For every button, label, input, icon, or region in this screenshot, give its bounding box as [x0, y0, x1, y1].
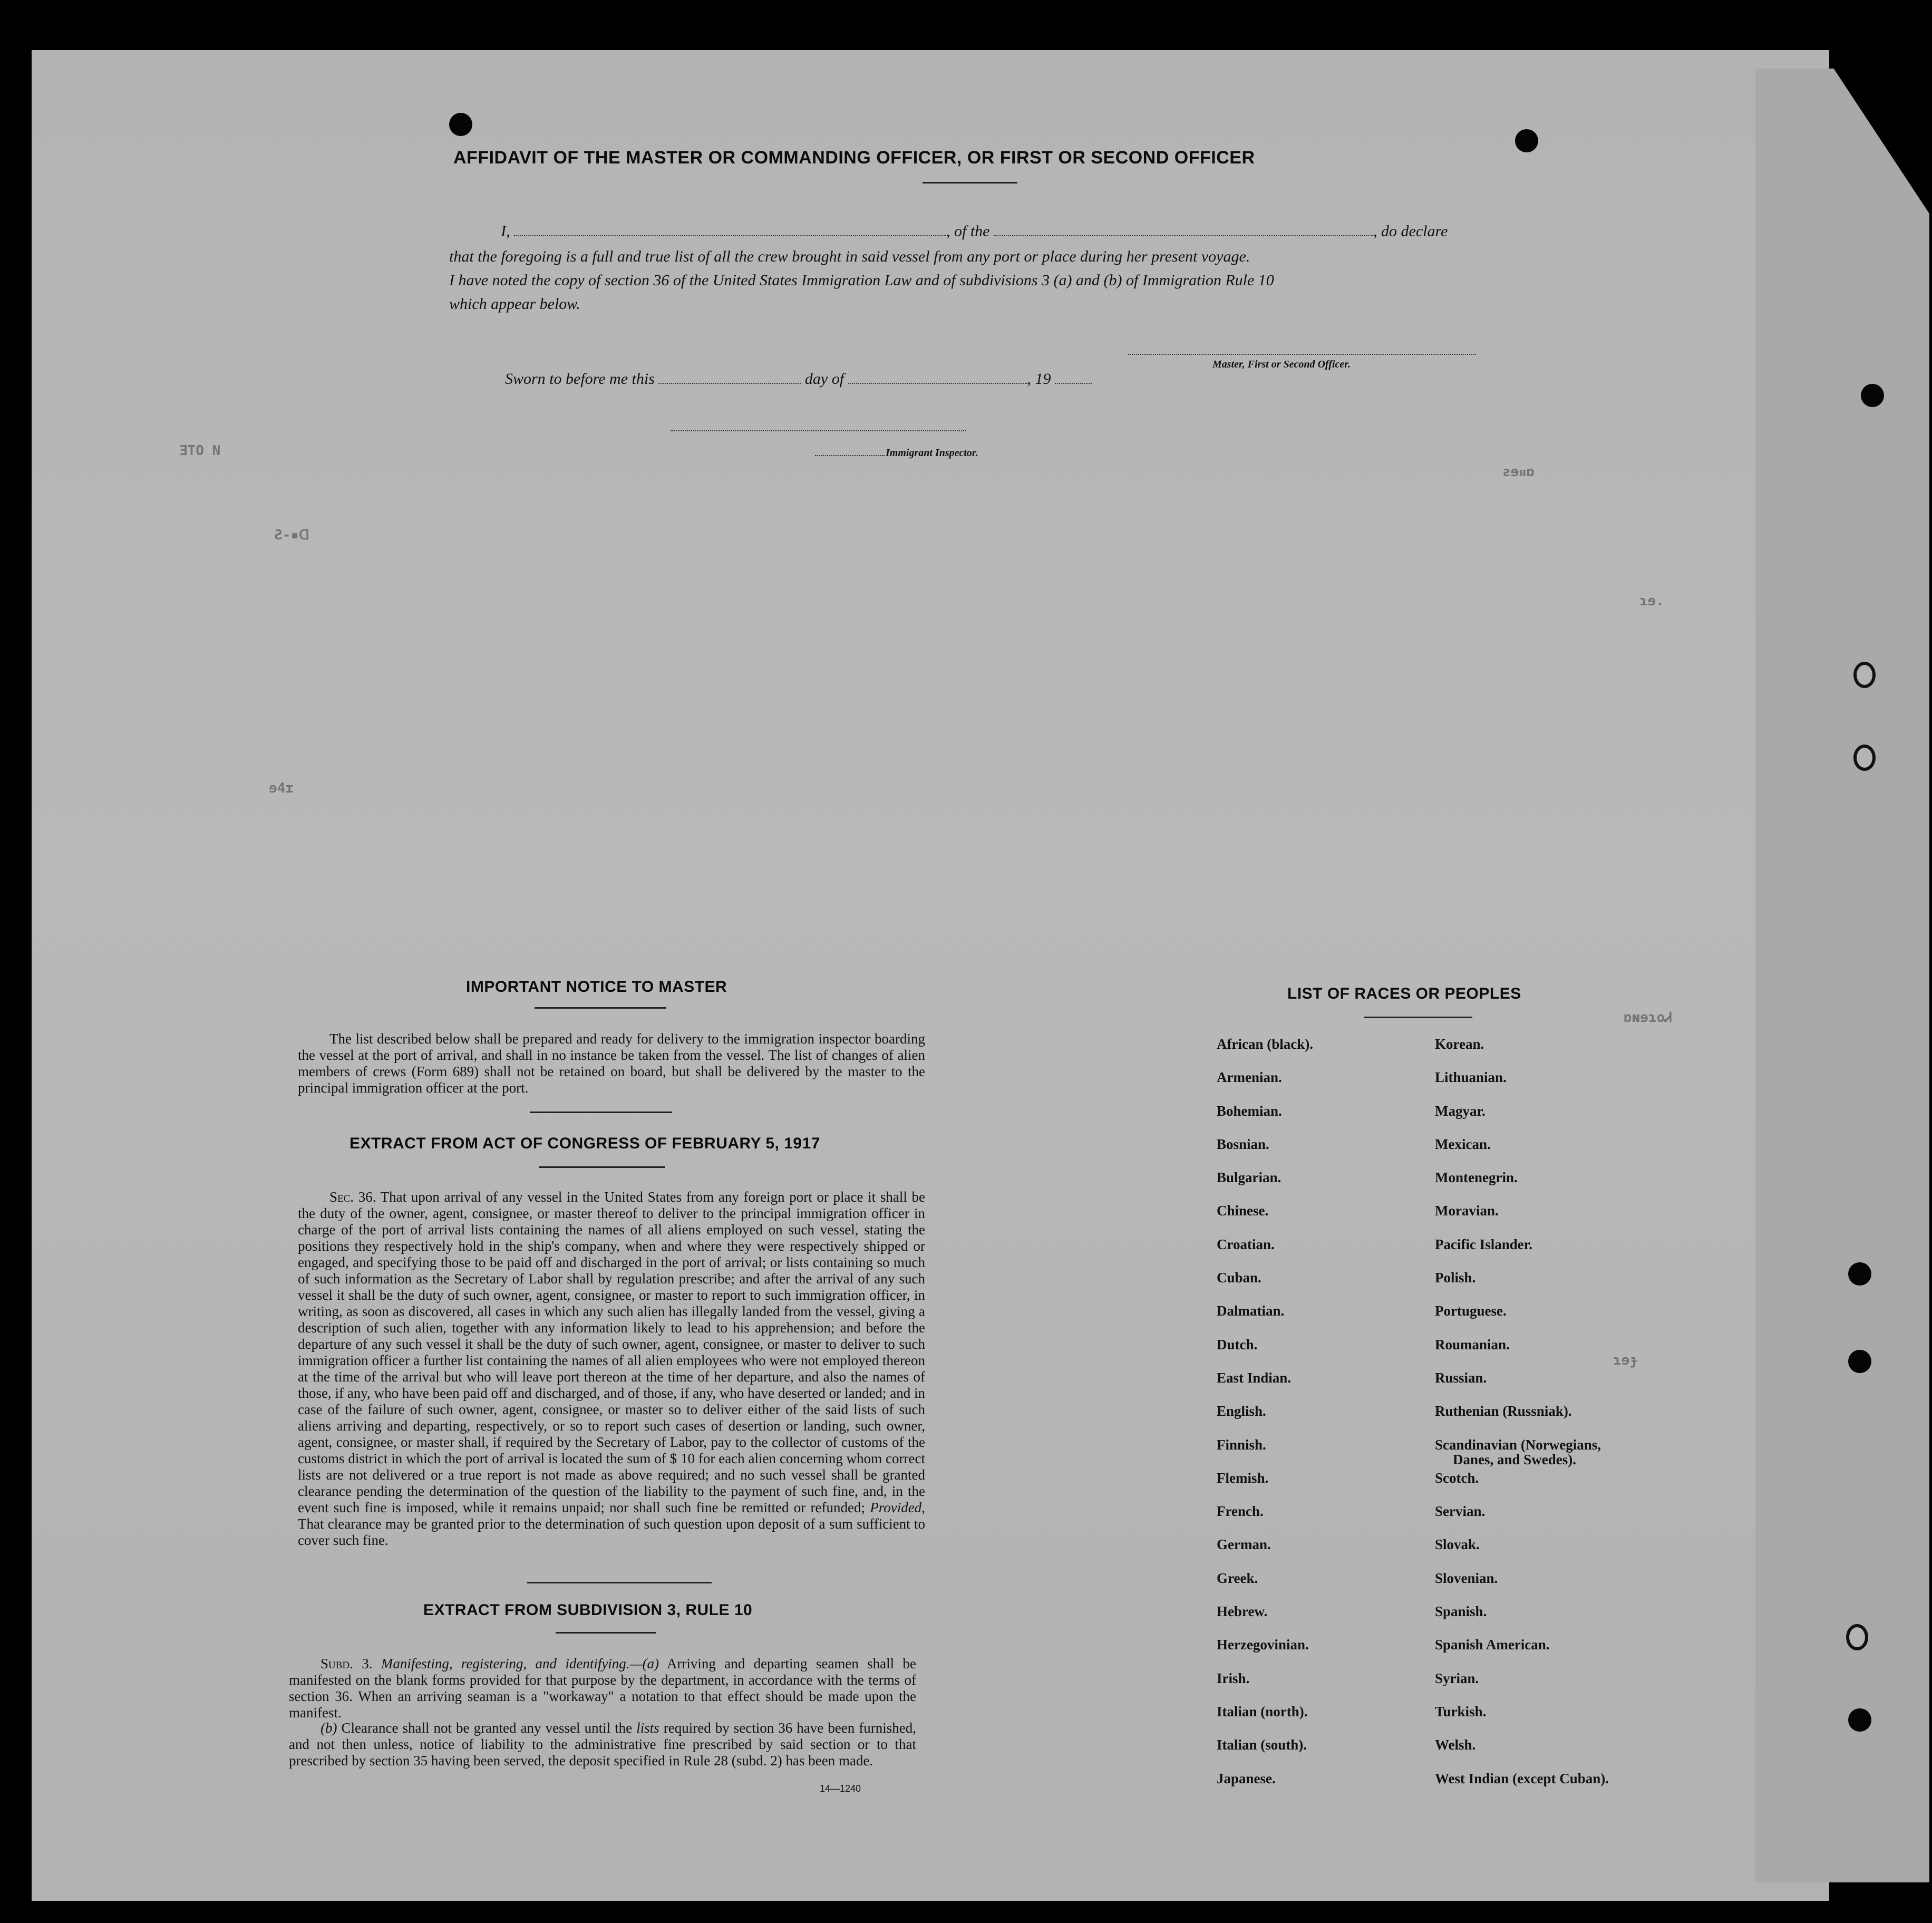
- race-entry: Roumanian.: [1435, 1336, 1510, 1352]
- bleed-through-text: ƨɘᴙɒ: [1502, 464, 1535, 480]
- affidavit-line-3: I have noted the copy of section 36 of the United States Immigration Law and of subdivisions 3 (a) and (b) of Immigration Rule 10: [449, 272, 1274, 289]
- race-entry: Turkish.: [1435, 1703, 1487, 1719]
- race-entry: Slovak.: [1435, 1537, 1480, 1553]
- proviso-body: That clearance may be granted prior to the determination of such question upon deposit of a sum sufficient to cover such fine.: [298, 1516, 925, 1548]
- punch-hole: [1848, 1708, 1871, 1732]
- sworn-year-prefix: , 19: [1027, 370, 1051, 388]
- race-entry: Magyar.: [1435, 1103, 1486, 1119]
- divider: [530, 1112, 672, 1113]
- sworn-month-field[interactable]: [848, 369, 1027, 384]
- race-entry: Irish.: [1217, 1670, 1250, 1686]
- section-label: Sec. 36.: [329, 1189, 376, 1205]
- race-entry: Armenian.: [1217, 1069, 1282, 1086]
- race-entry: Flemish.: [1217, 1470, 1269, 1486]
- race-entry: African (black).: [1217, 1036, 1313, 1052]
- punch-hole: [1848, 1350, 1871, 1373]
- race-entry: Welsh.: [1435, 1737, 1476, 1753]
- proviso-label: Provided,: [870, 1500, 926, 1515]
- subdivision-3a-text: [289, 1656, 916, 1721]
- race-entry: Chinese.: [1217, 1203, 1269, 1219]
- race-entry: Servian.: [1435, 1503, 1486, 1520]
- race-entry: Korean.: [1435, 1036, 1484, 1052]
- divider: [527, 1582, 712, 1583]
- race-entry: Croatian.: [1217, 1236, 1275, 1252]
- race-entry: Dutch.: [1217, 1336, 1258, 1352]
- bleed-through-text: Ƨ-▪ᗡ: [274, 527, 309, 543]
- race-entry: Polish.: [1435, 1270, 1476, 1286]
- race-entry: Cuban.: [1217, 1270, 1261, 1286]
- race-entry: Russian.: [1435, 1369, 1487, 1386]
- master-signature-field[interactable]: [1128, 340, 1476, 355]
- races-underline: [1364, 1017, 1472, 1018]
- bleed-through-text: ɒɴɘɿoᏗ: [1624, 1010, 1672, 1026]
- notice-text: The list described below shall be prepared and ready for delivery to the immigration inspector boarding the vessel at the port of arrival, and shall in no instance be taken from the vessel. The list of changes of alien members of crews (Form 689) shall not be retained on board, but shall be delivered by the master to the principal immigration officer at the port.: [298, 1031, 925, 1096]
- race-entry: West Indian (except Cuban).: [1435, 1770, 1609, 1786]
- race-entry: German.: [1217, 1537, 1271, 1553]
- act-underline: [539, 1166, 665, 1168]
- affidavit-title: AFFIDAVIT OF THE MASTER OR COMMANDING OFFICER, OR FIRST OR SECOND OFFICER: [453, 148, 1255, 168]
- inspector-label: Immigrant Inspector.: [886, 447, 978, 459]
- subd-heading: Manifesting, registering, and identifying.: [381, 1656, 630, 1671]
- sworn-prefix: Sworn to before me this: [505, 370, 655, 388]
- form-number: 14—1240: [820, 1783, 861, 1794]
- race-entry: Greek.: [1217, 1570, 1258, 1586]
- declare-label: , do declare: [1373, 223, 1448, 240]
- punch-hole: [1846, 1624, 1868, 1650]
- rule-extract-title: EXTRACT FROM SUBDIVISION 3, RULE 10: [423, 1601, 753, 1619]
- punch-hole: [1861, 384, 1884, 407]
- race-entry: Italian (south).: [1217, 1737, 1307, 1753]
- race-entry: Lithuanian.: [1435, 1069, 1507, 1086]
- race-entry: Italian (north).: [1217, 1703, 1308, 1719]
- rule-underline: [556, 1632, 656, 1634]
- subd-a-text: Arriving and departing seamen shall be manifested on the blank forms provided for that purpose by the department, in accordance with the terms of section 36. When an arriving seaman is a "workaway" a notation to that effect should be made upon the manifest.: [289, 1656, 916, 1721]
- sworn-date-field[interactable]: [658, 369, 801, 384]
- bleed-through-text: ɿɘ.: [1639, 593, 1664, 609]
- race-entry: Mexican.: [1435, 1136, 1491, 1152]
- race-entry: Scotch.: [1435, 1470, 1479, 1486]
- race-entry: Spanish.: [1435, 1603, 1487, 1620]
- race-entry: French.: [1217, 1503, 1264, 1520]
- affidavit-line-2: that the foregoing is a full and true list of all the crew brought in said vessel from any port or place during her present voyage.: [449, 248, 1250, 265]
- punch-hole: [449, 113, 472, 136]
- title-underline: [923, 182, 1017, 183]
- lists-word: lists: [636, 1720, 659, 1736]
- races-left-column: [1217, 1036, 1313, 1804]
- race-entry: Pacific Islander.: [1435, 1236, 1532, 1252]
- inspector-signature-field[interactable]: [671, 417, 966, 431]
- punch-hole: [1853, 745, 1876, 771]
- subdivision-3b-text: [289, 1720, 916, 1769]
- sworn-line: [505, 369, 1092, 388]
- race-entry: Japanese.: [1217, 1770, 1276, 1786]
- vessel-name-field[interactable]: [994, 221, 1373, 236]
- subd-b-text-2: required by section 36 have been furnished, and not then unless, notice of liability to the administrative fine prescribed by said section or to that prescribed by section 35 having been served, the deposit specified in Rule 28 (subd. 2) has been made.: [289, 1720, 917, 1769]
- race-entry: Herzegovinian.: [1217, 1637, 1309, 1653]
- notice-title: IMPORTANT NOTICE TO MASTER: [466, 978, 727, 996]
- subd-a-label: —(a): [629, 1656, 659, 1671]
- master-signature-label: Master, First or Second Officer.: [1212, 359, 1351, 370]
- subd-label: Subd. 3.: [321, 1656, 373, 1671]
- punch-hole: [1515, 129, 1538, 152]
- sworn-day-of: day of: [804, 370, 844, 388]
- race-entry: Bohemian.: [1217, 1103, 1282, 1119]
- race-entry: Spanish American.: [1435, 1637, 1550, 1653]
- section-body: That upon arrival of any vessel in the United States from any foreign port or place it shall be the duty of the owner, agent, consignee, or master thereof to deliver to the principal immigration officer in charge of the port of arrival lists containing the names of all aliens employed on such vessel, stating the positions they respectively hold in the ship's company, when and where they were respectively shipped or engaged, and specifying those to be paid off and discharged in the port of arrival; or lists containing so much of such information as the Secretary of Labor shall by regulation prescribe; and after the arrival of any such vessel it shall be the duty of such owner, agent, consignee, or master to report to such immigration officer, in writing, as soon as discovered, all cases in which any such alien has illegally landed from the vessel, giving a description of such alien, together with any information likely to lead to his apprehension; and before the departure of any such vessel it shall be the duty of such owner, agent, consignee, or master to deliver to such immigration officer a further list containing the names of all alien employees who were not employed thereon at the time of the arrival but who will leave port thereon at the time of her departure, and also the names of those, if any, who have been paid off and discharged, and of those, if any, who have deserted or landed; and in case of the failure of such owner, agent, consignee, or master so to deliver either of the said lists of such aliens arriving and departing, respectively, or so to report such cases of desertion or landing, such owner, agent, consignee, or master shall, if required by the Secretary of Labor, pay to the collector of customs of the customs district in which the port of arrival is located the sum of $ 10 for each alien concerning whom correct lists are not delivered or a true report is not made as above required; and no such vessel shall be granted clearance pending the determination of the question of the liability to the payment of such fine, and, in the event such fine is imposed, while it remains unpaid; nor shall such fine be remitted or refunded;: [298, 1189, 925, 1515]
- master-name-field[interactable]: [514, 221, 946, 236]
- races-right-column: [1435, 1036, 1609, 1804]
- race-entry-continuation: Danes, and Swedes).: [1453, 1451, 1577, 1467]
- of-the-label: , of the: [946, 223, 990, 240]
- race-entry: Bulgarian.: [1217, 1170, 1281, 1186]
- race-entry: Slovenian.: [1435, 1570, 1498, 1586]
- race-entry: Bosnian.: [1217, 1136, 1269, 1152]
- subd-b-text-1: Clearance shall not be granted any vessel until the: [341, 1720, 633, 1736]
- punch-hole: [1848, 1262, 1871, 1286]
- affidavit-line-1: [501, 221, 1448, 240]
- race-entry: English.: [1217, 1403, 1266, 1419]
- races-title: LIST OF RACES OR PEOPLES: [1287, 985, 1521, 1002]
- race-entry: Dalmatian.: [1217, 1303, 1285, 1319]
- race-entry: Portuguese.: [1435, 1303, 1507, 1319]
- race-entry: Montenegrin.: [1435, 1170, 1518, 1186]
- sworn-year-field[interactable]: [1055, 369, 1092, 384]
- notice-underline: [535, 1007, 666, 1009]
- bleed-through-text: ƎTO N: [179, 443, 221, 459]
- affidavit-line-4: which appear below.: [449, 295, 580, 313]
- declarant-prefix: I,: [501, 223, 510, 240]
- inspector-signature-line: [815, 446, 885, 456]
- race-entry: Scandinavian (Norwegians, Danes, and Swedes).: [1435, 1437, 1609, 1470]
- act-section-36-text: [298, 1189, 925, 1549]
- race-entry: Ruthenian (Russniak).: [1435, 1403, 1572, 1419]
- race-entry: Finnish.: [1217, 1436, 1266, 1453]
- race-entry: Syrian.: [1435, 1670, 1479, 1686]
- race-entry: Moravian.: [1435, 1203, 1499, 1219]
- punch-hole: [1853, 662, 1876, 688]
- bleed-through-text: ɘ4ɪ: [269, 780, 294, 796]
- race-entry: Hebrew.: [1217, 1603, 1268, 1620]
- bleed-through-text: ɿɘɟ: [1613, 1352, 1638, 1368]
- subd-b-label: (b): [321, 1720, 337, 1736]
- page-fold-edge: [1755, 69, 1929, 1882]
- race-entry: East Indian.: [1217, 1369, 1292, 1386]
- act-extract-title: EXTRACT FROM ACT OF CONGRESS OF FEBRUARY 5, 1917: [349, 1135, 820, 1152]
